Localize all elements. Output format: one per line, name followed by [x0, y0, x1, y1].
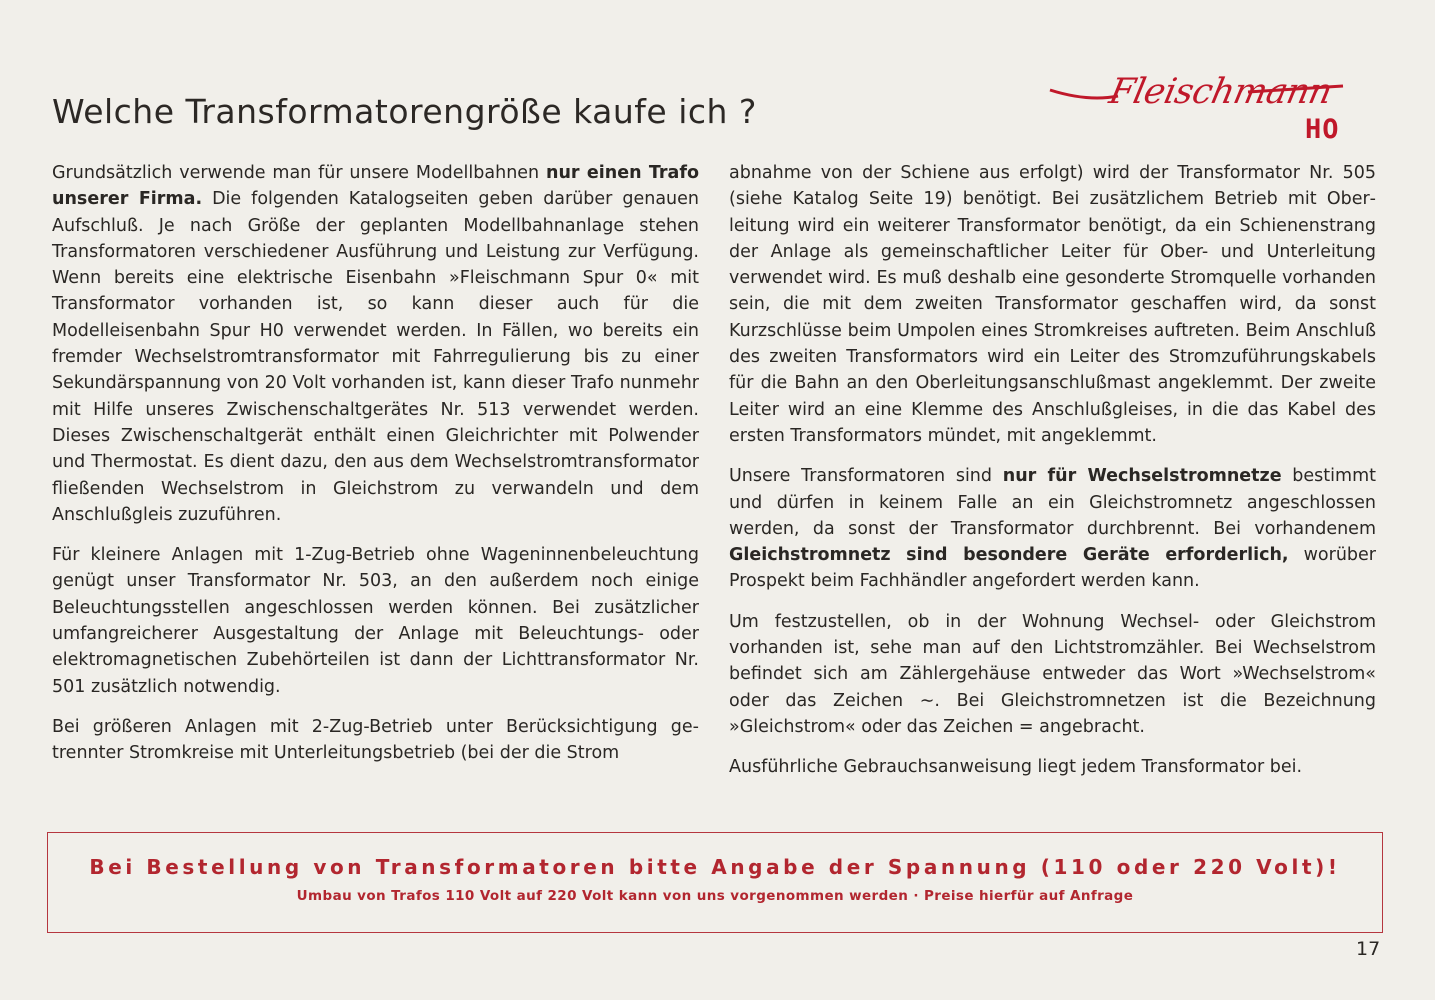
paragraph: abnahme von der Schiene aus erfolgt) wird der Transformator Nr. 505 (siehe Katalog Seite 19) benötigt. Bei zusätzlichem Betrieb mit Oberleitung wird ein weiterer Transformator benötigt, da ein Schienenstrang der Anlage als gemeinschaftlicher Leiter für Ober- und Unterleitung verwendet wird. Es muß deshalb eine gesonderte Stromquelle vorhanden sein, die mit dem zweiten Transformator geschaffen wird, da sonst Kurzschlüsse beim Umpolen eines Stromkreises auftreten. Beim Anschluß des zweiten Transformators wird ein Leiter des Stromzuführungskabels für die Bahn an den Oberleitungsanschlußmast angeklemmt. Der zweite Leiter wird an eine Klemme des Anschlußgleises, in die das Kabel des ersten Transformators mündet, mit angeklemmt.	[729, 163, 1376, 446]
fleischmann-ho-logo	[1048, 70, 1368, 150]
right-column	[729, 160, 1376, 795]
left-column	[52, 160, 699, 781]
paragraph: Um festzustellen, ob in der Wohnung Wechsel- oder Gleichstrom vorhanden ist, sehe man auf den Lichtstromzähler. Bei Wechselstrom befindet sich am Zählergehäuse entweder das Wort »Wechselstrom« oder das Zeichen ∼. Bei Gleichstromnetzen ist die Bezeichnung »Gleichstrom« oder das Zeichen = angebracht.	[729, 611, 1376, 737]
page-title: Welche Transformatorengröße kaufe ich ?	[52, 92, 757, 131]
logo-scale-mark: HO	[1305, 114, 1340, 145]
paragraph: Für kleinere Anlagen mit 1-Zug-Betrieb ohne Wageninnenbeleuchtung genügt unser Transformator Nr. 503, an den außerdem noch einige Beleuchtungsstellen angeschlossen werden können. Bei zusätzlicher umfangreicherer Ausgestaltung der Anlage mit Beleuchtungs- oder elektromagnetischen Zubehörteilen ist dann der Lichttransformator Nr. 501 zusätzlich notwendig.	[52, 545, 699, 697]
order-notice-headline: Bei Bestellung von Transformatoren bitte Angabe der Spannung (110 oder 220 Volt)!	[89, 855, 1341, 879]
order-notice-subline: Umbau von Trafos 110 Volt auf 220 Volt kann von uns vorgenommen werden · Preise hierfür auf Anfrage	[296, 888, 1134, 904]
logo-script: Fleischmann	[1105, 72, 1336, 112]
paragraph: Ausführliche Gebrauchsanweisung liegt jedem Transformator bei.	[729, 757, 1303, 778]
order-notice-box	[47, 832, 1383, 933]
page-number: 17	[1356, 938, 1381, 960]
paragraph: Grundsätzlich verwende man für unsere Modellbahnen nur einen Trafo unserer Firma. Die folgenden Katalogseiten geben darüber genauen Aufschluß. Je nach Größe der geplanten Modellbahnanlage stehen Transformatoren verschiedener Ausführung und Leistung zur Verfügung. Wenn bereits eine elektrische Eisenbahn »Fleischmann Spur 0« mit Transformator vorhanden ist, so kann dieser auch für die Modelleisenbahn Spur H0 verwendet werden. In Fällen, wo bereits ein fremder Wechselstromtransformator mit Fahrregulierung bis zu einer Sekundärspannung von 20 Volt vorhanden ist, kann dieser Trafo nunmehr mit Hilfe unseres Zwischenschaltgerätes Nr. 513 verwendet werden. Dieses Zwischenschaltgerät enthält einen Gleichrichter mit Polwender und Thermostat. Es dient dazu, den aus dem Wechselstromtransformator fließenden Wechselstrom in Gleichstrom zu verwandeln und dem Anschlußgleis zuzuführen.	[52, 163, 700, 525]
paragraph: Unsere Transformatoren sind nur für Wechselstromnetze bestimmt und dürfen in keinem Falle an ein Gleichstromnetz angeschlossen werden, da sonst der Transformator durchbrennt. Bei vorhandenem Gleichstromnetz sind besondere Geräte erforderlich, worüber Prospekt beim Fachhändler angefordert werden kann.	[729, 466, 1376, 592]
paragraph: Bei größeren Anlagen mit 2-Zug-Betrieb unter Berücksichtigung getrennter Stromkreise mit Unterleitungsbetrieb (bei der die Strom	[52, 716, 699, 764]
